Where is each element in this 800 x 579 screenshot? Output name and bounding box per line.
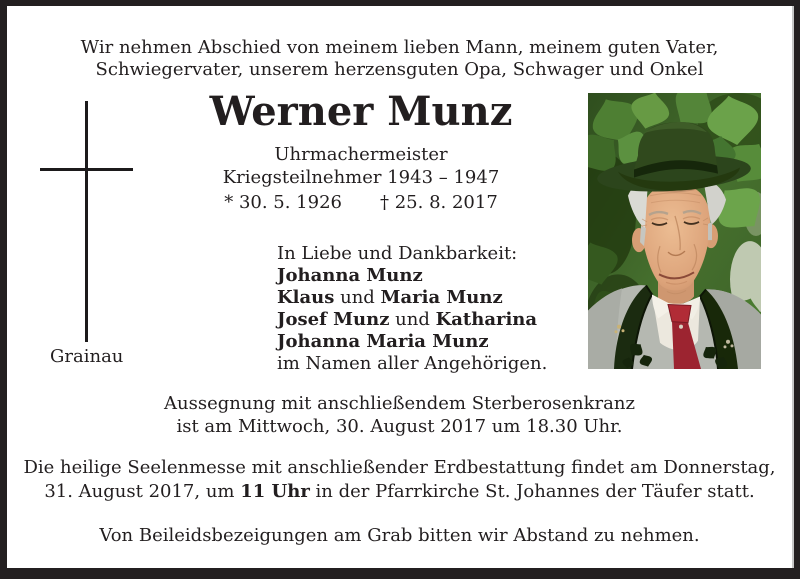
mourners-closing: im Namen aller Angehörigen. [277, 353, 548, 374]
mourner-name: Klaus und Maria Munz [277, 287, 503, 308]
war-service-note: Kriegsteilnehmer 1943 – 1947 [222, 167, 500, 188]
place-name: Grainau [50, 346, 124, 367]
aussegnung-announcement [7, 392, 792, 438]
mourners-list [277, 243, 547, 375]
mourners-lead: In Liebe und Dankbarkeit: [277, 243, 518, 264]
seelenmesse-line-1: Die heilige Seelenmesse mit anschließender Erdbestattung findet am Donnerstag, [23, 457, 776, 478]
intro-line-1: Wir nehmen Abschied von meinem lieben Mann, meinem guten Vater, [80, 37, 719, 58]
mourner-name: Johanna Munz [277, 265, 423, 286]
aussegnung-line-1: Aussegnung mit anschließendem Sterberosenkranz [164, 393, 635, 414]
intro-text [7, 37, 792, 81]
birth-date: * 30. 5. 1926 [224, 192, 342, 213]
seelenmesse-line-2-post: in der Pfarrkirche St. Johannes der Täufer statt. [309, 481, 755, 502]
seelenmesse-line-2-pre: 31. August 2017, um [44, 481, 241, 502]
aussegnung-line-2: ist am Mittwoch, 30. August 2017 um 18.30 Uhr. [176, 416, 623, 437]
obituary-paper [7, 6, 794, 568]
death-date: † 25. 8. 2017 [380, 192, 498, 213]
condolence-note: Von Beileidsbezeigungen am Grab bitten wir Abstand zu nehmen. [99, 525, 700, 546]
mourner-name: Johanna Maria Munz [277, 331, 489, 352]
mourner-name: Josef Munz und Katharina [277, 309, 538, 330]
seelenmesse-announcement [7, 456, 792, 504]
intro-line-2: Schwiegervater, unserem herzensguten Opa, Schwager und Onkel [95, 59, 704, 80]
portrait-photo [588, 93, 761, 369]
seelenmesse-time: 11 Uhr [240, 481, 310, 502]
memorial-cross-vertical [85, 101, 88, 342]
deceased-profession: Uhrmachermeister [274, 144, 448, 165]
deceased-name: Werner Munz [209, 88, 513, 135]
